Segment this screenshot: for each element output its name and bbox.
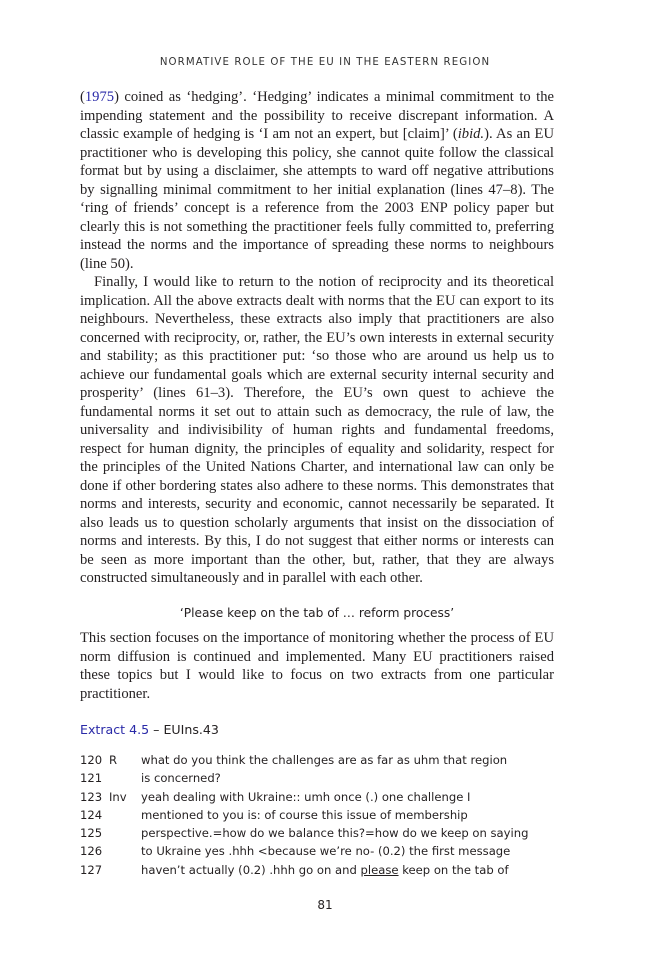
- transcript-line: [80, 806, 560, 824]
- utterance: [141, 861, 560, 879]
- line-number: 123: [80, 789, 103, 804]
- paragraph-reciprocity: Finally, I would like to return to the notion of reciprocity and its theoretical implication. All the above extracts dealt with norms that the EU can export to its neighbours. Nevertheless, these extracts also imply that practitioners are also concerned with reciprocity, or, rather, the EU’s own interests in external security and stability; as this practitioner put: ‘so those who are around us help us to achieve our fundamental goals which are external security internal security and prosperity’ (lines 61–3). Therefore, the EU’s own quest to achieve the fundamental norms it set out to attain such as democracy, the rule of law, the universality and indivisibility of human rights and fundamental freedoms, respect for human dignity, the principles of equality and solidarity, respect for the principles of the United Nations Charter, and international law can only be done if other bordering states also adhere to these norms. This demonstrates that norms and interests, security and economic, cannot necessarily be separated. It also leads us to question scholarly arguments that insist on the dissociation of norms and interests. By this, I do not suggest that either norms or interests can be seen as more important than the other, but, rather, that they are always constructed simultaneously and in parallel with each other.: [80, 274, 554, 586]
- utterance: is concerned?: [141, 771, 221, 786]
- transcript: [80, 751, 560, 879]
- line-number: 124: [80, 807, 103, 822]
- paragraph-hedging: (1975) coined as ‘hedging’. ‘Hedging’ indicates a minimal commitment to the impending statement and the possibility to receive discrepant information. A classic example of hedging is ‘I am not an expert, but [claim]’ (ibid.). As an EU practitioner who is developing this policy, she cannot quite follow the classical format but by using a disclaimer, she attempts to ward off negative attributions by signalling minimal commitment to her initial explanation (lines 47–8). The ‘ring of friends’ concept is a reference from the 2003 ENP policy paper but clearly this is not something the practitioner feels fully committed to, preferring instead the norms and the importance of spreading these norms to neighbours (line 50).: [80, 89, 554, 272]
- utterance: what do you think the challenges are as far as uhm that region: [141, 753, 508, 767]
- speaker: Inv: [109, 789, 127, 804]
- line-number: 121: [80, 771, 103, 786]
- utterance-part: keep on the tab of: [398, 862, 509, 877]
- body-text: [80, 88, 554, 588]
- utterance-part: haven’t actually (0.2) .hhh go on and: [141, 862, 361, 877]
- line-number: 125: [80, 826, 103, 841]
- transcript-line: [80, 751, 560, 769]
- speaker: [109, 861, 141, 879]
- extract-source: EUIns.43: [163, 722, 219, 737]
- transcript-line: [80, 861, 560, 879]
- extract-title: [80, 722, 219, 737]
- extract-separator: –: [149, 722, 164, 737]
- line-number: 126: [80, 844, 103, 859]
- line-number: 127: [80, 862, 103, 877]
- speaker: [109, 824, 141, 842]
- paragraph-text: ) coined as ‘hedging’. ‘Hedging’ indicates a minimal commitment to the impending statement and the possibility to receive discrepant information. A classic example of hedging is ‘I am not an expert, but [claim]’ (: [80, 89, 554, 142]
- utterance: perspective.=how do we balance this?=how do we keep on saying: [141, 826, 529, 841]
- transcript-line: [80, 769, 560, 787]
- section-paragraph: This section focuses on the importance of monitoring whether the process of EU norm diffusion is continued and implemented. Many EU practitioners raised these topics but I would like to focus on two extracts from one particular practitioner.: [80, 630, 554, 702]
- paragraph-text: ). As an EU practitioner who is developing this policy, she cannot quite follow the classical format but by using a disclaimer, she attempts to ward off negative attributions by signalling minimal commitment to her initial explanation (lines 47–8). The ‘ring of friends’ concept is a reference from the 2003 ENP policy paper but clearly this is not something the practitioner feels fully committed to, preferring instead the norms and the importance of spreading these norms to neighbours (line 50).: [80, 126, 554, 272]
- running-head: NORMATIVE ROLE OF THE EU IN THE EASTERN REGION: [159, 57, 491, 68]
- line-number: 120: [80, 753, 103, 767]
- speaker: [109, 769, 141, 787]
- speaker: [109, 806, 141, 824]
- utterance: mentioned to you is: of course this issue of membership: [141, 807, 468, 822]
- underlined-word: please: [360, 862, 399, 877]
- utterance: yeah dealing with Ukraine:: umh once (.) one challenge I: [141, 789, 471, 804]
- section-heading: ‘Please keep on the tab of … reform process’: [179, 606, 455, 620]
- speaker: [109, 842, 141, 860]
- speaker: R: [109, 753, 118, 767]
- utterance: to Ukraine yes .hhh <because we’re no- (0.2) the first message: [141, 844, 511, 859]
- ibid-italic: ibid.: [457, 126, 485, 142]
- page-number: 81: [317, 898, 333, 912]
- transcript-line: [80, 824, 560, 842]
- citation-link-1975[interactable]: 1975: [84, 89, 115, 105]
- transcript-line: [80, 788, 560, 806]
- extract-label-link[interactable]: Extract 4.5: [80, 722, 150, 737]
- transcript-line: [80, 842, 560, 860]
